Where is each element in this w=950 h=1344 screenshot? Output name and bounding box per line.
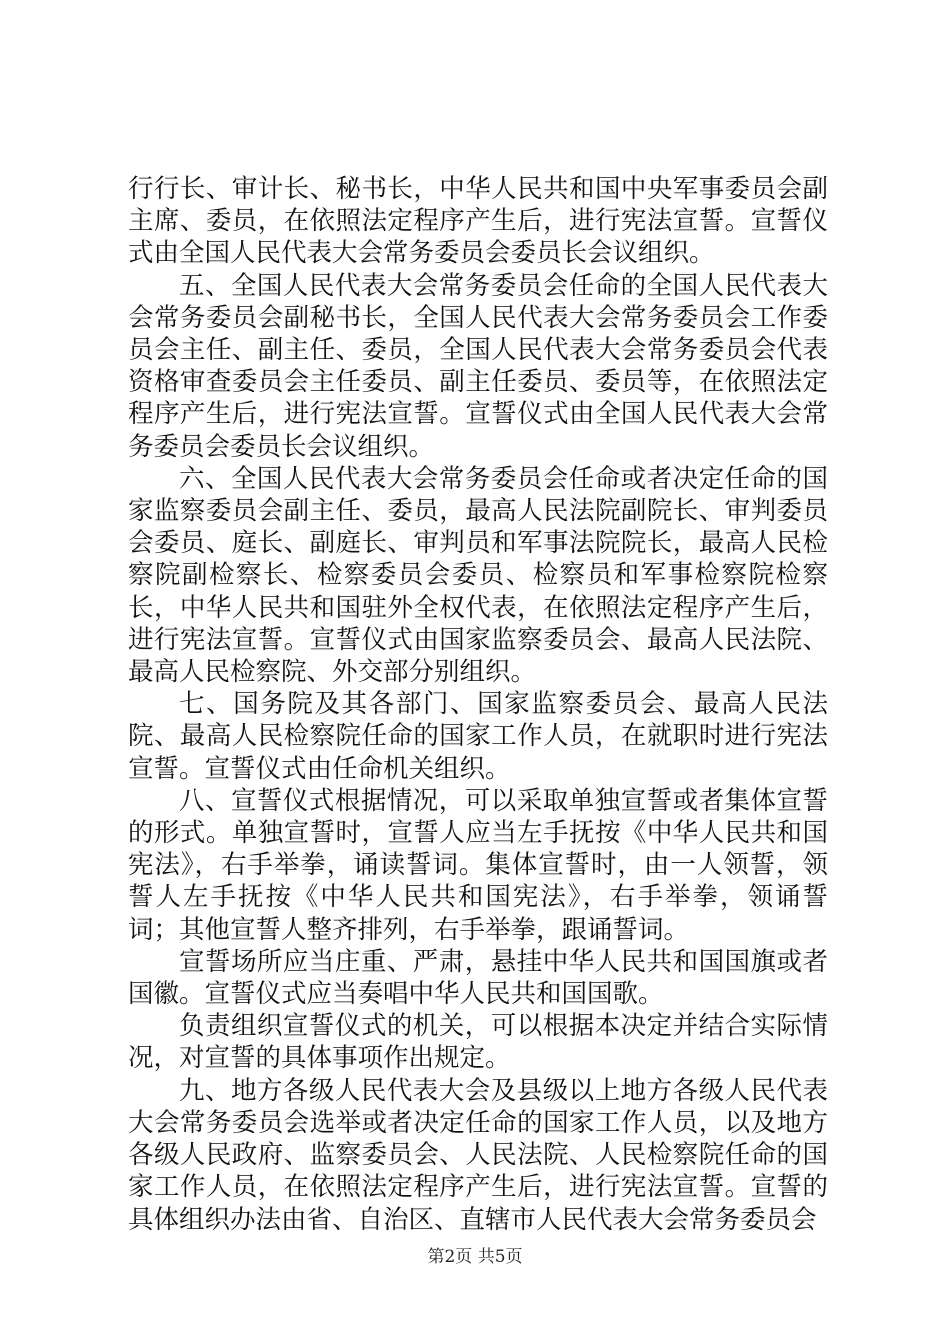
paragraph-continuation: 行行长、审计长、秘书长，中华人民共和国中央军事委员会副主席、委员，在依照法定程序产生后，进行宪法宣誓。宣誓仪式由全国人民代表大会常务委员会委员长会议组织。 xyxy=(128,174,828,269)
paragraph-venue: 宣誓场所应当庄重、严肃，悬挂中华人民共和国国旗或者国徽。宣誓仪式应当奏唱中华人民共和国国歌。 xyxy=(128,946,828,1010)
paragraph-item-9: 九、地方各级人民代表大会及县级以上地方各级人民代表大会常务委员会选举或者决定任命的国家工作人员，以及地方各级人民政府、监察委员会、人民法院、人民检察院任命的国家工作人员，在依照法定程序产生后，进行宪法宣誓。宣誓的具体组织办法由省、自治区、直辖市人民代表大会常务委员会 xyxy=(128,1075,828,1235)
paragraph-item-8: 八、宣誓仪式根据情况，可以采取单独宣誓或者集体宣誓的形式。单独宣誓时，宣誓人应当左手抚按《中华人民共和国宪法》，右手举拳，诵读誓词。集体宣誓时，由一人领誓，领誓人左手抚按《中华人民共和国宪法》，右手举拳，领诵誓词；其他宣誓人整齐排列，右手举拳，跟诵誓词。 xyxy=(128,785,828,945)
paragraph-item-6: 六、全国人民代表大会常务委员会任命或者决定任命的国家监察委员会副主任、委员，最高人民法院副院长、审判委员会委员、庭长、副庭长、审判员和军事法院院长，最高人民检察院副检察长、检察委员会委员、检察员和军事检察院检察长，中华人民共和国驻外全权代表，在依照法定程序产生后，进行宪法宣誓。宣誓仪式由国家监察委员会、最高人民法院、最高人民检察院、外交部分别组织。 xyxy=(128,463,828,688)
paragraph-organizer: 负责组织宣誓仪式的机关，可以根据本决定并结合实际情况，对宣誓的具体事项作出规定。 xyxy=(128,1011,828,1074)
paragraph-item-7: 七、国务院及其各部门、国家监察委员会、最高人民法院、最高人民检察院任命的国家工作人员，在就职时进行宪法宣誓。宣誓仪式由任命机关组织。 xyxy=(128,689,828,784)
document-body xyxy=(128,173,828,1236)
page-number-footer: 第2页 共5页 xyxy=(427,1247,523,1267)
paragraph-item-5: 五、全国人民代表大会常务委员会任命的全国人民代表大会常务委员会副秘书长，全国人民代表大会常务委员会工作委员会主任、副主任、委员，全国人民代表大会常务委员会代表资格审查委员会主任委员、副主任委员、委员等，在依照法定程序产生后，进行宪法宣誓。宣誓仪式由全国人民代表大会常务委员会委员长会议组织。 xyxy=(128,270,828,462)
